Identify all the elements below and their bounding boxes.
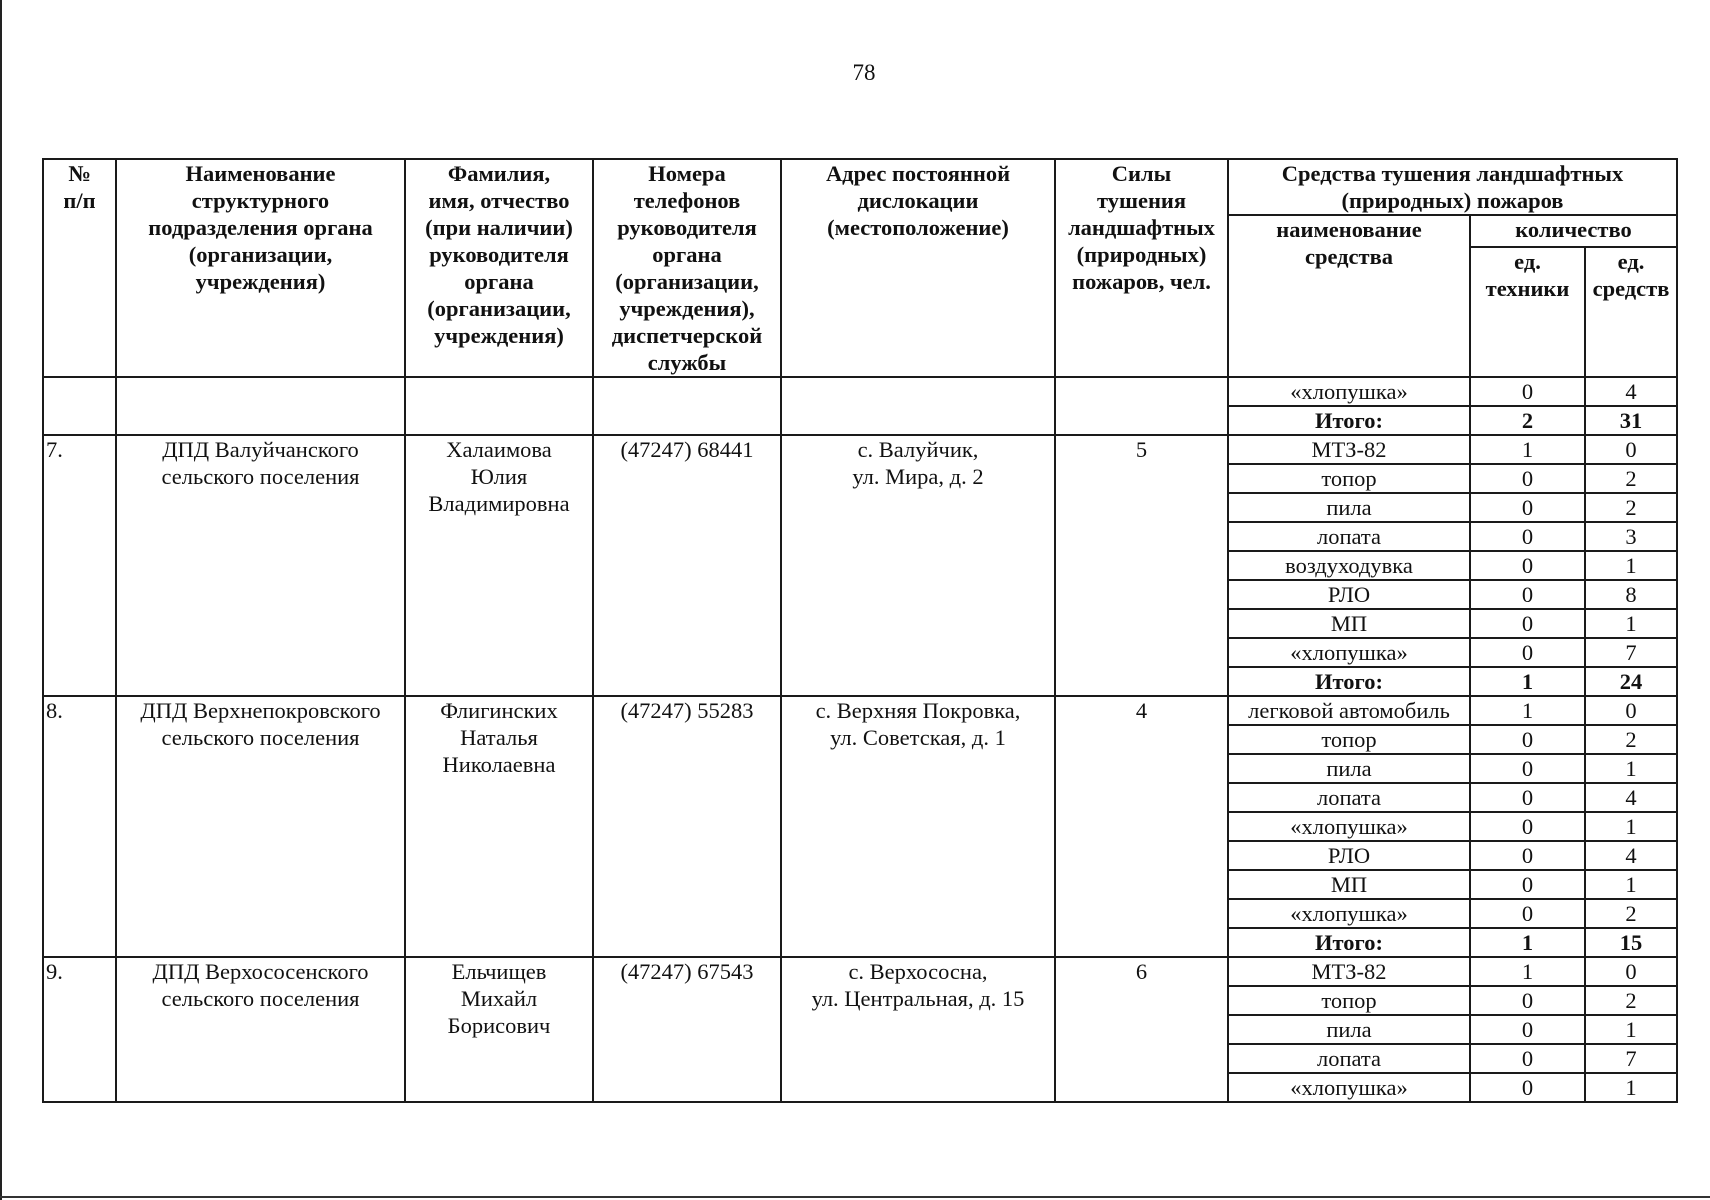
text-line: ед. xyxy=(1514,249,1541,274)
units-means-cell: 0 xyxy=(1585,696,1677,725)
header-means xyxy=(1228,159,1677,215)
units-tech-cell: 0 xyxy=(1470,899,1585,928)
text-line: Наталья xyxy=(460,725,538,750)
units-tech-cell: 0 xyxy=(1470,986,1585,1015)
num-cell: 8. xyxy=(43,696,116,957)
means-name-cell: пила xyxy=(1228,1015,1470,1044)
text-line: наименование xyxy=(1276,217,1422,242)
fire-brigade-table xyxy=(42,158,1678,1103)
means-name-cell: «хлопушка» xyxy=(1228,812,1470,841)
header-num xyxy=(43,159,116,377)
means-name-cell: воздуходувка xyxy=(1228,551,1470,580)
text-line: Адрес постоянной xyxy=(825,161,1011,186)
table-row xyxy=(43,957,1677,986)
means-name-cell: МП xyxy=(1228,609,1470,638)
header-units-means xyxy=(1585,247,1677,377)
units-tech-cell: 0 xyxy=(1470,609,1585,638)
units-means-cell: 1 xyxy=(1585,812,1677,841)
units-tech-cell: 1 xyxy=(1470,928,1585,957)
text-line: органа xyxy=(464,269,534,294)
units-means-cell: 7 xyxy=(1585,638,1677,667)
text-line: (организации, xyxy=(427,296,571,321)
means-name-cell: МТЗ-82 xyxy=(1228,435,1470,464)
means-name-cell: топор xyxy=(1228,986,1470,1015)
text-line: Фамилия, xyxy=(447,161,551,186)
units-tech-cell: 0 xyxy=(1470,377,1585,406)
text-line: руководителя xyxy=(429,242,569,267)
address-cell xyxy=(781,377,1055,435)
header-unit xyxy=(116,159,405,377)
text-line: Наименование xyxy=(185,161,336,186)
means-name-cell: «хлопушка» xyxy=(1228,377,1470,406)
text-line: ул. Советская, д. 1 xyxy=(830,725,1006,750)
text-line: сельского поселения xyxy=(161,725,360,750)
text-line: ДПД Верхососенского xyxy=(152,959,369,984)
means-name-cell: топор xyxy=(1228,464,1470,493)
units-means-cell: 1 xyxy=(1585,1015,1677,1044)
units-means-cell: 1 xyxy=(1585,870,1677,899)
text-line: (природных) xyxy=(1076,242,1207,267)
forces-cell: 4 xyxy=(1055,696,1228,957)
head-cell xyxy=(405,377,593,435)
text-line: ул. Мира, д. 2 xyxy=(852,464,984,489)
units-means-cell: 15 xyxy=(1585,928,1677,957)
units-tech-cell: 0 xyxy=(1470,841,1585,870)
means-name-cell: «хлопушка» xyxy=(1228,899,1470,928)
text-line: органа xyxy=(652,242,722,267)
phone-cell: (47247) 55283 xyxy=(593,696,781,957)
means-name-cell: РЛО xyxy=(1228,841,1470,870)
units-means-cell: 3 xyxy=(1585,522,1677,551)
units-tech-cell: 0 xyxy=(1470,870,1585,899)
text-line: ДПД Верхнепокровского xyxy=(140,698,381,723)
page-bottom-edge xyxy=(0,1196,1710,1198)
units-tech-cell: 0 xyxy=(1470,493,1585,522)
header-forces xyxy=(1055,159,1228,377)
text-line: Борисович xyxy=(447,1013,551,1038)
text-line: ед. xyxy=(1617,249,1645,274)
text-line: средств xyxy=(1592,276,1670,301)
head-cell xyxy=(405,696,593,957)
units-tech-cell: 0 xyxy=(1470,1015,1585,1044)
means-name-cell: Итого: xyxy=(1228,928,1470,957)
num-cell: 9. xyxy=(43,957,116,1102)
text-line: п/п xyxy=(63,188,96,213)
units-means-cell: 2 xyxy=(1585,493,1677,522)
phone-cell xyxy=(593,377,781,435)
table-row xyxy=(43,435,1677,464)
unit-cell xyxy=(116,435,405,696)
means-name-cell: Итого: xyxy=(1228,667,1470,696)
text-line: Юлия xyxy=(470,464,528,489)
text-line: Средства тушения ландшафтных xyxy=(1281,161,1624,186)
text-line: подразделения органа xyxy=(148,215,373,240)
means-name-cell: «хлопушка» xyxy=(1228,1073,1470,1102)
page-number: 78 xyxy=(852,60,876,85)
means-name-cell: лопата xyxy=(1228,1044,1470,1073)
forces-cell xyxy=(1055,377,1228,435)
means-name-cell: «хлопушка» xyxy=(1228,638,1470,667)
units-tech-cell: 1 xyxy=(1470,957,1585,986)
units-means-cell: 2 xyxy=(1585,986,1677,1015)
num-cell xyxy=(43,377,116,435)
text-line: дислокации xyxy=(857,188,979,213)
units-tech-cell: 0 xyxy=(1470,464,1585,493)
units-means-cell: 2 xyxy=(1585,725,1677,754)
units-tech-cell: 0 xyxy=(1470,638,1585,667)
text-line: с. Верхососна, xyxy=(848,959,988,984)
header-address xyxy=(781,159,1055,377)
text-line: Силы xyxy=(1111,161,1172,186)
units-tech-cell: 1 xyxy=(1470,696,1585,725)
num-cell: 7. xyxy=(43,435,116,696)
text-line: структурного xyxy=(191,188,330,213)
units-tech-cell: 0 xyxy=(1470,580,1585,609)
text-line: службы xyxy=(647,350,727,375)
text-line: техники xyxy=(1485,276,1570,301)
text-line: учреждения) xyxy=(195,269,326,294)
text-line: учреждения), xyxy=(619,296,755,321)
page-left-edge xyxy=(0,0,2,1200)
text-line: ландшафтных xyxy=(1068,215,1215,240)
text-line: пожаров, чел. xyxy=(1072,269,1211,294)
text-line: Ельчищев xyxy=(451,959,547,984)
table-row xyxy=(43,696,1677,725)
units-means-cell: 4 xyxy=(1585,783,1677,812)
unit-cell xyxy=(116,377,405,435)
units-tech-cell: 2 xyxy=(1470,406,1585,435)
means-name-cell: МП xyxy=(1228,870,1470,899)
means-name-cell: Итого: xyxy=(1228,406,1470,435)
units-tech-cell: 1 xyxy=(1470,435,1585,464)
units-tech-cell: 0 xyxy=(1470,522,1585,551)
phone-cell: (47247) 67543 xyxy=(593,957,781,1102)
text-line: (организации, xyxy=(615,269,759,294)
header-phones xyxy=(593,159,781,377)
forces-cell: 5 xyxy=(1055,435,1228,696)
text-line: имя, отчество xyxy=(428,188,570,213)
units-tech-cell: 0 xyxy=(1470,551,1585,580)
header-head xyxy=(405,159,593,377)
units-means-cell: 31 xyxy=(1585,406,1677,435)
means-name-cell: лопата xyxy=(1228,783,1470,812)
means-name-cell: пила xyxy=(1228,754,1470,783)
text-line: диспетчерской xyxy=(611,323,763,348)
units-means-cell: 7 xyxy=(1585,1044,1677,1073)
text-line: сельского поселения xyxy=(161,464,360,489)
header-quantity: количество xyxy=(1470,215,1677,247)
units-tech-cell: 0 xyxy=(1470,812,1585,841)
units-means-cell: 4 xyxy=(1585,377,1677,406)
text-line: с. Верхняя Покровка, xyxy=(815,698,1021,723)
head-cell xyxy=(405,957,593,1102)
units-means-cell: 2 xyxy=(1585,464,1677,493)
text-line: Халаимова xyxy=(446,437,552,462)
table-body xyxy=(43,159,1677,1102)
text-line: Михайл xyxy=(460,986,538,1011)
units-means-cell: 1 xyxy=(1585,1073,1677,1102)
units-means-cell: 0 xyxy=(1585,435,1677,464)
units-means-cell: 4 xyxy=(1585,841,1677,870)
text-line: с. Валуйчик, xyxy=(857,437,979,462)
header-row-1 xyxy=(43,159,1677,215)
header-units-tech xyxy=(1470,247,1585,377)
units-tech-cell: 0 xyxy=(1470,1044,1585,1073)
units-means-cell: 1 xyxy=(1585,551,1677,580)
text-line: сельского поселения xyxy=(161,986,360,1011)
units-tech-cell: 0 xyxy=(1470,783,1585,812)
text-line: телефонов xyxy=(633,188,741,213)
text-line: ДПД Валуйчанского xyxy=(162,437,359,462)
text-line: № xyxy=(68,161,91,186)
forces-cell: 6 xyxy=(1055,957,1228,1102)
means-name-cell: легковой автомобиль xyxy=(1228,696,1470,725)
text-line: средства xyxy=(1304,244,1393,269)
text-line: Номера xyxy=(648,161,726,186)
text-line: Флигинских xyxy=(440,698,558,723)
units-means-cell: 0 xyxy=(1585,957,1677,986)
text-line: (организации, xyxy=(188,242,333,267)
address-cell xyxy=(781,696,1055,957)
means-name-cell: пила xyxy=(1228,493,1470,522)
units-tech-cell: 0 xyxy=(1470,754,1585,783)
means-name-cell: МТЗ-82 xyxy=(1228,957,1470,986)
unit-cell xyxy=(116,957,405,1102)
means-name-cell: РЛО xyxy=(1228,580,1470,609)
text-line: (местоположение) xyxy=(827,215,1009,240)
address-cell xyxy=(781,435,1055,696)
text-line: ул. Центральная, д. 15 xyxy=(811,986,1025,1011)
units-tech-cell: 0 xyxy=(1470,725,1585,754)
units-tech-cell: 1 xyxy=(1470,667,1585,696)
unit-cell xyxy=(116,696,405,957)
text-line: руководителя xyxy=(617,215,757,240)
address-cell xyxy=(781,957,1055,1102)
text-line: (природных) пожаров xyxy=(1341,188,1564,213)
units-means-cell: 2 xyxy=(1585,899,1677,928)
text-line: Николаевна xyxy=(442,752,556,777)
units-means-cell: 1 xyxy=(1585,609,1677,638)
units-means-cell: 24 xyxy=(1585,667,1677,696)
means-name-cell: лопата xyxy=(1228,522,1470,551)
means-name-cell: топор xyxy=(1228,725,1470,754)
text-line: (при наличии) xyxy=(425,215,573,240)
header-means-name xyxy=(1228,215,1470,377)
text-line: Владимировна xyxy=(428,491,570,516)
head-cell xyxy=(405,435,593,696)
units-tech-cell: 0 xyxy=(1470,1073,1585,1102)
text-line: учреждения) xyxy=(434,323,564,348)
text-line: тушения xyxy=(1096,188,1187,213)
phone-cell: (47247) 68441 xyxy=(593,435,781,696)
units-means-cell: 8 xyxy=(1585,580,1677,609)
table-row xyxy=(43,377,1677,406)
units-means-cell: 1 xyxy=(1585,754,1677,783)
